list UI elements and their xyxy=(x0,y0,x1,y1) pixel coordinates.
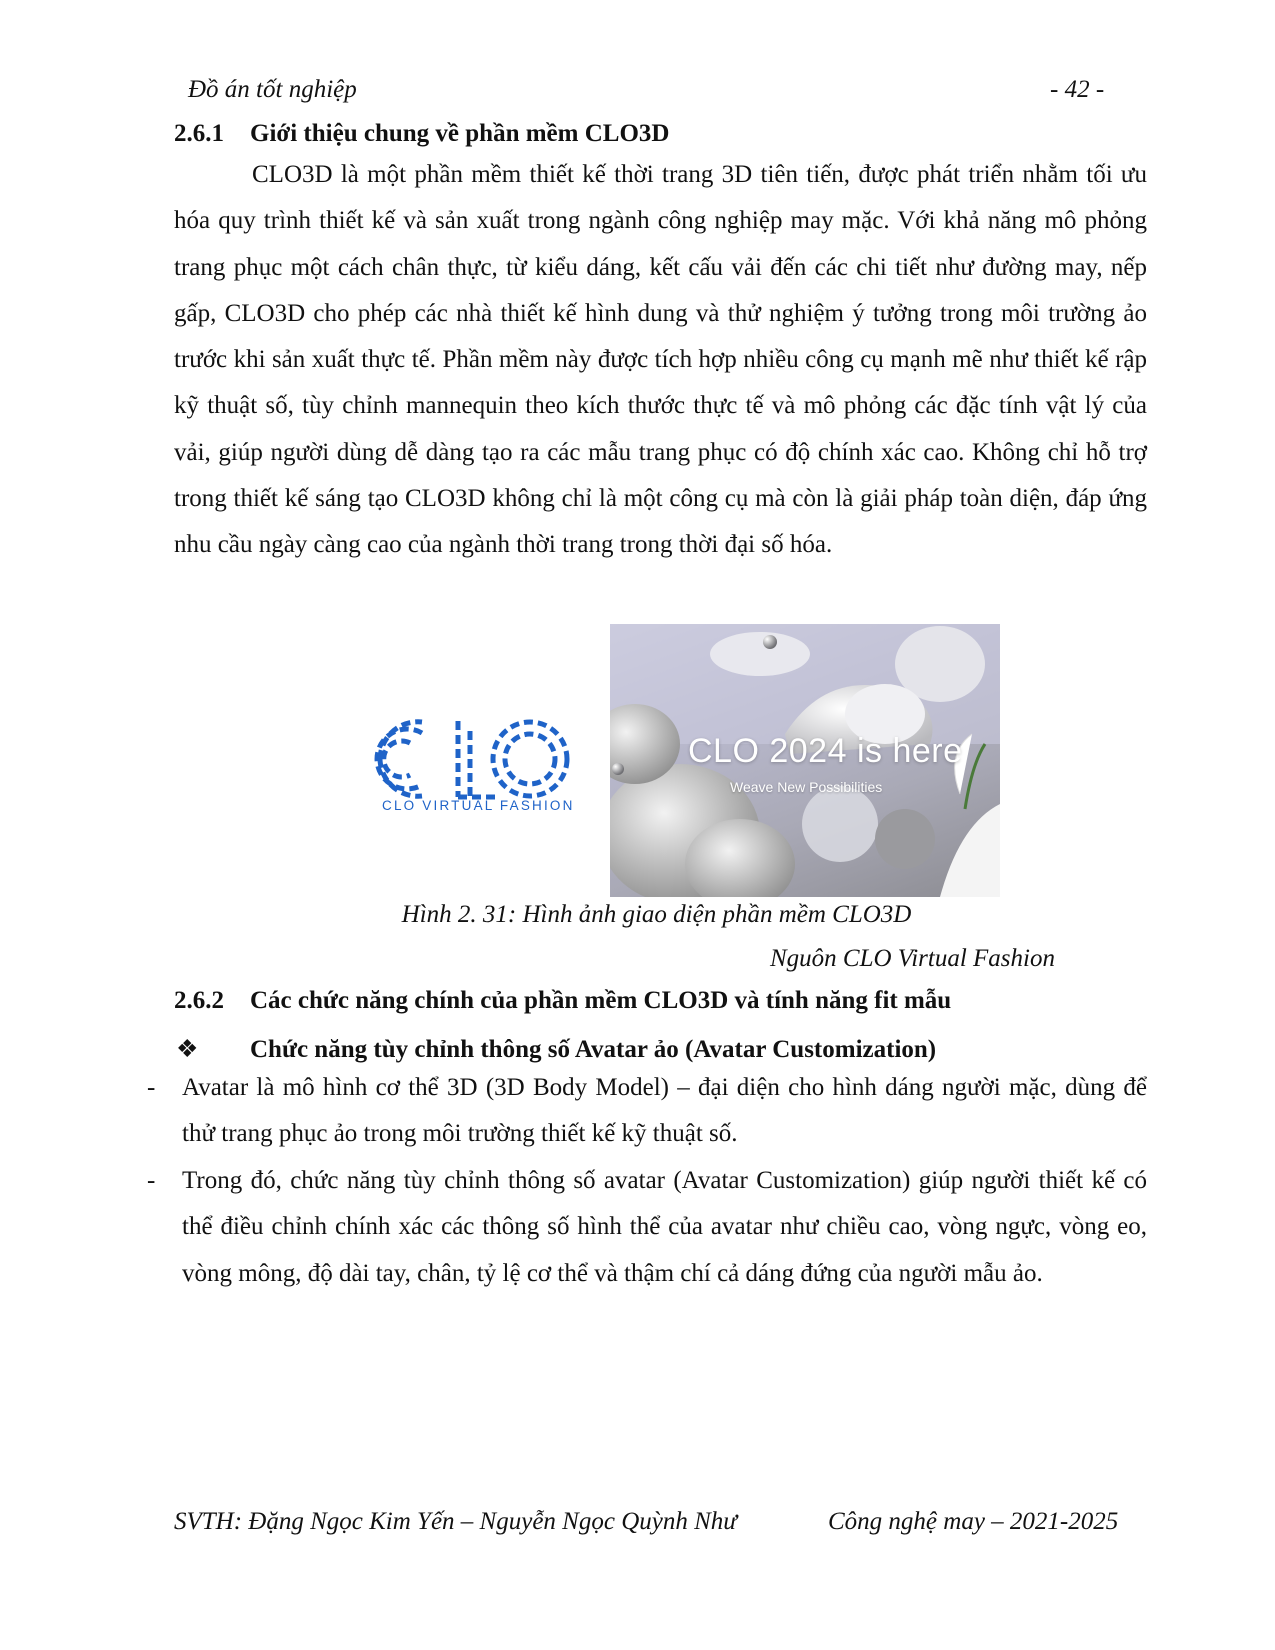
bullet-heading xyxy=(176,1034,936,1064)
header-title: Đồ án tốt nghiệp xyxy=(188,76,357,103)
footer-authors: SVTH: Đặng Ngọc Kim Yến – Nguyễn Ngọc Quỳnh Như xyxy=(174,1508,737,1535)
figure-source: Nguôn CLO Virtual Fashion xyxy=(770,945,1055,972)
figure-caption: Hình 2. 31: Hình ảnh giao diện phần mềm CLO3D xyxy=(401,901,912,928)
intro-paragraph: CLO3D là một phần mềm thiết kế thời trang 3D tiên tiến, được phát triển nhằm tối ưu hóa quy trình thiết kế và sản xuất trong ngành công nghiệp may mặc. Với khả năng mô phỏng trang phục một cách chân thực, từ kiểu dáng, kết cấu vải đến các chi tiết như đường may, nếp gấp, CLO3D cho phép các nhà thiết kế hình dung và thử nghiệm ý tưởng trong môi trường ảo trước khi sản xuất thực tế. Phần mềm này được tích hợp nhiều công cụ mạnh mẽ như thiết kế rập kỹ thuật số, tùy chỉnh mannequin theo kích thước thực tế và mô phỏng các đặc tính vật lý của vải, giúp người dùng dễ dàng tạo ra các mẫu trang phục có độ chính xác cao. Không chỉ hỗ trợ trong thiết kế sáng tạo CLO3D không chỉ là một công cụ mà còn là giải pháp toàn diện, đáp ứng nhu cầu ngày càng cao của ngành thời trang trong thời đại số hóa. xyxy=(174,161,1147,559)
logo-subtitle: CLO VIRTUAL FASHION xyxy=(382,798,575,813)
list-item xyxy=(147,1065,1147,1158)
list-item-text: Trong đó, chức năng tùy chỉnh thông số avatar (Avatar Customization) giúp người thiết kế có thể điều chỉnh chính xác các thông số hình thể của avatar như chiều cao, vòng ngực, vòng eo, vòng mông, độ dài tay, chân, tỷ lệ cơ thể và thậm chí cả dáng đứng của người mẫu ảo. xyxy=(182,1167,1147,1287)
section-heading-2-6-1 xyxy=(174,120,669,148)
section-title: Giới thiệu chung về phần mềm CLO3D xyxy=(250,120,670,147)
section-number: 2.6.1 xyxy=(174,120,224,147)
list-item-text: Avatar là mô hình cơ thể 3D (3D Body Model) – đại diện cho hình dáng người mặc, dùng để thử trang phục ảo trong môi trường thiết kế kỹ thuật số. xyxy=(182,1074,1147,1148)
dash-bullet: - xyxy=(147,1074,156,1101)
bullet-heading-text: Chức năng tùy chỉnh thông số Avatar ảo (Avatar Customization) xyxy=(250,1036,937,1063)
diamond-bullet-icon: ❖ xyxy=(176,1036,199,1063)
dash-bullet: - xyxy=(147,1167,156,1194)
clo-2024-banner xyxy=(610,624,1000,897)
page-number: - 42 - xyxy=(1050,76,1105,103)
list-item xyxy=(147,1158,1147,1297)
clo-logo-icon xyxy=(370,709,570,809)
section-title: Các chức năng chính của phần mềm CLO3D và tính năng fit mẫu xyxy=(250,987,952,1014)
section-heading-2-6-2 xyxy=(174,987,951,1015)
footer-program: Công nghệ may – 2021-2025 xyxy=(828,1508,1119,1535)
banner-subtitle: Weave New Possibilities xyxy=(730,779,883,795)
figure xyxy=(370,624,1010,899)
section-number: 2.6.2 xyxy=(174,987,224,1014)
banner-title: CLO 2024 is here xyxy=(688,732,963,770)
